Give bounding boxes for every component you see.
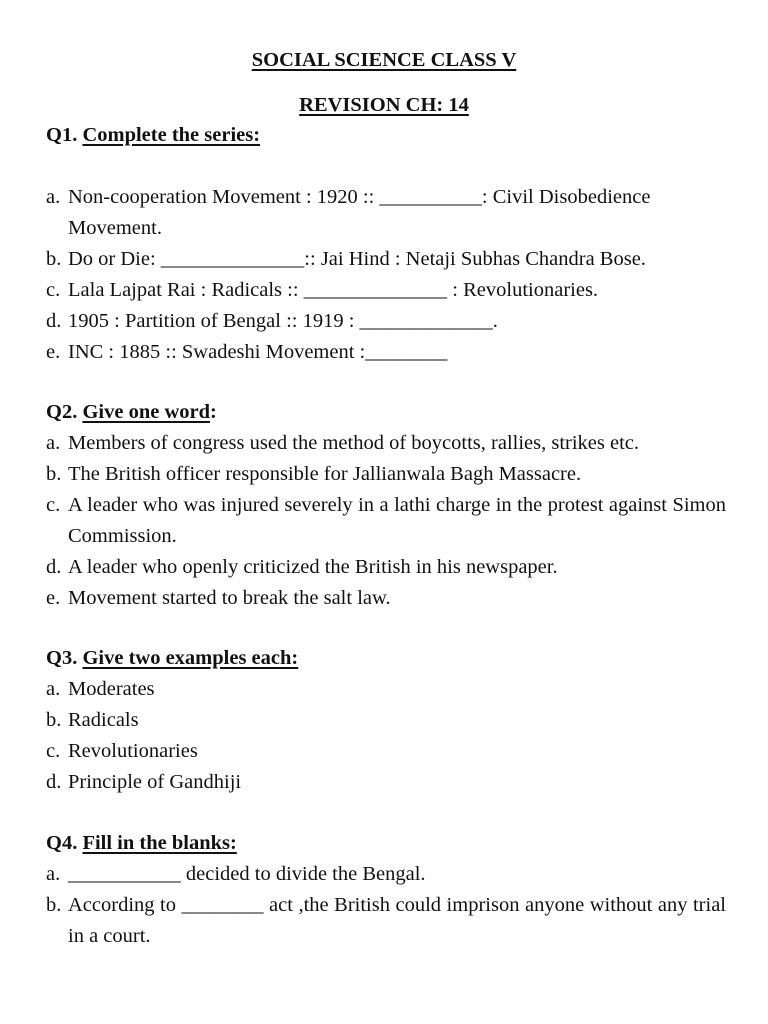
list-item: e. Movement started to break the salt law. [46,587,391,609]
question-title: Give one word [82,401,210,423]
question-number: Q1. [46,124,78,146]
question-4-heading [46,828,726,859]
question-number: Q4. [46,832,78,854]
list-item: c. Revolutionaries [46,740,198,762]
chapter-subtitle: REVISION CH: 14 [299,94,469,116]
list-item: a. Non-cooperation Movement : 1920 :: __________: Civil Disobedience Movement. [46,186,651,239]
list-item: d. A leader who openly criticized the British in his newspaper. [46,556,558,578]
list-item: c. A leader who was injured severely in a lathi charge in the protest against Simon Commission. [46,494,726,547]
list-item: a. Members of congress used the method of boycotts, rallies, strikes etc. [46,432,640,454]
list-item: b. The British officer responsible for Jallianwala Bagh Massacre. [46,463,582,485]
list-item: d. 1905 : Partition of Bengal :: 1919 : _____________. [46,310,498,332]
question-title: Complete the series: [82,124,261,146]
question-1-heading [46,120,726,151]
question-number: Q2. [46,401,78,423]
question-colon: : [210,401,217,423]
question-3-heading [46,643,726,674]
list-item: a. Moderates [46,678,155,700]
question-number: Q3. [46,647,78,669]
question-1-section [46,120,726,368]
document-title: SOCIAL SCIENCE CLASS V [251,49,517,71]
question-3-section [46,643,726,798]
question-2-heading [46,397,726,428]
list-item: c. Lala Lajpat Rai : Radicals :: ______________ : Revolutionaries. [46,279,599,301]
list-item: a. ___________ decided to divide the Bengal. [46,863,426,885]
question-4-section [46,828,726,952]
question-2-section [46,397,726,614]
question-title: Give two examples each: [82,647,299,669]
list-item: b. According to ________ act ,the British could imprison anyone without any trial in a court. [46,894,726,947]
list-item: d. Principle of Gandhiji [46,771,242,793]
list-item: b. Radicals [46,709,139,731]
list-item: e. INC : 1885 :: Swadeshi Movement :________ [46,341,448,363]
list-item: b. Do or Die: ______________:: Jai Hind : Netaji Subhas Chandra Bose. [46,248,646,270]
question-title: Fill in the blanks: [82,832,237,854]
